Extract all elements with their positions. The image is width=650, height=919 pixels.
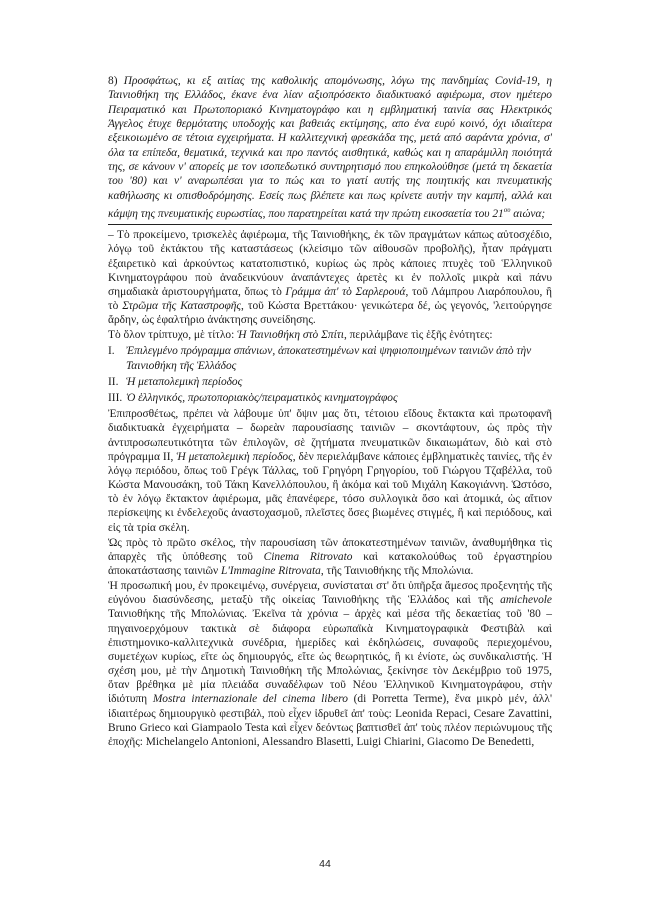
festival-name: Cinema Ritrovato	[263, 550, 353, 563]
text-run: , τῆς Ταινιοθήκης τῆς Μπολώνια.	[320, 565, 474, 578]
film-title: Στρῶμα τῆς Καταστροφῆς	[122, 300, 242, 313]
text-run: , τοῦ Λάμπρου Λιαρόπουλου, ἢ τὸ	[108, 285, 552, 313]
superscript: ου	[503, 206, 511, 215]
section-item	[108, 375, 552, 389]
answer-paragraph-4	[108, 536, 552, 578]
question-divider	[108, 224, 552, 225]
answer-paragraph-5	[108, 579, 552, 749]
section-numeral: III.	[108, 392, 123, 405]
program-title: Ἡ Ταινιοθήκη στὸ Σπίτι	[237, 329, 344, 342]
section-numeral: II.	[108, 375, 119, 388]
text-run: Ἐπιπροσθέτως, πρέπει νὰ λάβουμε ὑπ' ὄψιν μας ὅτι, τέτοιου εἴδους ἔκτακτα καὶ πρωτοφανῆ διαδικτυακὰ ἐγχειρήματα – δωρεὰν παρουσίασης ταινιῶν – σκοντάφτουν, ὡς πρὸς τὴν ἀντιπροσωπευτικότητα τῶν ἐπιλογῶν, σὲ ζητήματα πνευματικῶν δικαιωμάτων, διὸ καὶ στὸ πρόγραμμα ΙΙ,	[108, 408, 552, 463]
sections-list	[108, 344, 552, 405]
italic-term: amichevole	[500, 594, 552, 607]
answer-paragraph-2	[108, 328, 552, 342]
text-run: Ταινιοθήκης τῆς Μπολώνιας. Ἐκεῖνα τὰ χρόνια – ἀρχὲς καὶ μέσα τῆς δεκαετίας τοῦ '80 – πηγαινοερχόμουν τακτικὰ σὲ διάφορα εὐρωπαϊκὰ Κινηματογραφικὰ Φεστιβὰλ καὶ ἐπιστημονικο-καλλιτεχνικὰ συνέδρια, ἡμερίδες καὶ ἐκδηλώσεις, συναφοῦς περιεχομένου, συμετέχων κυρίως, εἴτε ὡς δημιουργός, εἴτε ὡς θεωρητικός, ἢ κι ἐνίοτε, ὡς συνδικαλιστής. Ἡ σχέση μου, μὲ τὴν Δημοτικὴ Ταινιοθήκη τῆς Μπολώνιας, ξεκίνησε τὸν Δεκέμβριο τοῦ 1975, ὅταν βρέθηκα μὲ μία πλειάδα συναδέλφων τοῦ Νέου Ἑλληνικοῦ Κινηματογράφου, στὴν ἰδιότυπη	[108, 608, 552, 706]
answer-paragraph-3	[108, 407, 552, 534]
text-run: Ὡς πρὸς τὸ πρῶτο σκέλος, τὴν παρουσίαση τῶν ἀποκατεστημένων ταινιῶν, ἀναθυμήθηκα τὶς ἀπαρχὲς τῆς ὑπόθεσης τοῦ	[108, 536, 552, 563]
text-run: (di Porretta Terme), ἕνα μικρὸ μέν, ἀλλ' ἰδιαιτέρως δημιουργικὸ φεστιβάλ, ποὺ εἶχεν ἱδρυθεῖ ἀπ' τοὺς: Leonida Repaci, Cesare Zavattini, Bruno Grieco καὶ Giampaolo Testa καὶ εἶχεν δεόντως βαπτισθεῖ ἀπ' τοὺς πλέον περιώνυμους τῆς ἐποχῆς: Michelangelo Antonioni, Alessandro Blasetti, Luigi Chiarini, Giacomo De Benedetti,	[108, 693, 552, 748]
section-item	[108, 391, 552, 405]
section-item	[108, 344, 552, 372]
interview-question	[108, 74, 552, 221]
section-numeral: I.	[108, 345, 115, 358]
text-run: Ἡ προσωπική μου, ἐν προκειμένῳ, συνέργεια, συνίσταται στ' ὅτι ὑπῆρξα ἄμεσος προξενητής τῆς εὐγόνου διασύνδεσης, μεταξὺ τῆς οἰκείας Ταινιοθήκης τῆς Ἑλλάδος καὶ τῆς	[108, 580, 552, 607]
question-text-end: αιώνα;	[510, 207, 546, 220]
text-run: Τὸ ὅλον τρίπτυχο, μὲ τίτλο:	[108, 329, 238, 342]
question-text: Προσφάτως, κι εξ αιτίας της καθολικής απομόνωσης, λόγω της πανδημίας Covid-19, η Ταινιοθήκη της Ελλάδος, έκανε ένα λίαν αξιοπρόσεκτο διαδικτυακό αφιέρωμα, στον ημέτερο Πειραματικό και Πρωτοποριακό Κινηματογράφο και η εμβληματική ταινία σας Ηλεκτρικός Άγγελος έτυχε θερμότατης υποδοχής και βαθειάς εκτίμησης, απο ένα ευρύ κοινό, όχι ιδιαίτερα εξεικοιωμένο σε τέτοια εγχειρήματα. Η καλλιτεχνική φρεσκάδα της, μετά από σαράντα χρόνια, σ' όλα τα επίπεδα, θεματικά, τεχνικά και προ παντός αισθητικά, καθώς και η απαράμιλλη ποιότητά της, σε κάνουν ν' απορείς με τον ισοπεδωτικό συντηρητισμό που επηκολούθησε (μετά τη δεκαετία του '80) και ν' αναρωπέσαι για το πώς και το γιατί αυτής της ποιητικής και πνευματικής καθήλωσης κι οπισθοδρόμησης. Εσείς πως βλέπετε και πως κρίνετε αυτήν την καμπή, αλλά και κάμψη της πνευματικής ευρωστίας, που παρατηρείται κατά την πρώτη εικοσαετία του 21	[108, 75, 553, 220]
lab-name: L'Immagine Ritrovata	[221, 565, 321, 578]
section-title: Ἡ μεταπολεμικὴ περίοδος	[126, 375, 243, 388]
film-title: Γράμμα ἀπ' τὸ Σαρλερουά	[285, 285, 406, 298]
text-run: , δὲν περιελάμβανε κάποιες ἐμβληματικὲς ταινίες, τῆς ἐν λόγῳ περιόδου, ὅπως τοῦ Γρέγκ Τάλλας, τοῦ Γρηγόρη Γρηγορίου, τοῦ Γιώργου Τζαβέλλα, τοῦ Κώστα Μανουσάκη, τοῦ Τάκη Κανελλόπουλου, ἢ ἀκόμα καὶ τοῦ Μιχάλη Κακογιάννη. Ὡστόσο, τὸ ἐν λόγῳ ἔκτακτον ἀφιέρωμα, μᾶς ἐπανέφερε, τόσο συλλογικὰ ὅσο καὶ ἀτομικά, ὡς αἴτιον περίσκεψης κι ἐνδελεχοῦς ἀναστοχασμοῦ, πλεῖστες ὅσες βιωμένες στιγμές, ἢ καὶ περιόδους, καὶ εἰς τὰ τρία σκέλη.	[108, 450, 552, 534]
text-run: , περιλάμβανε τὶς ἑξῆς ἑνότητες:	[343, 329, 493, 342]
page-number: 44	[319, 858, 331, 870]
text-run: , τοῦ Κώστα Βρεττάκου· γενικώτερα δέ, ὡς γεγονός, 'λειτούργησε ἄρδην, ὡς ἐφαλτήριο ἀνάκτησης συνείδησης.	[108, 300, 553, 327]
text-run: – Τὸ προκείμενο, τρισκελὲς ἀφιέρωμα, τῆς Ταινιοθήκης, ἐκ τῶν πραγμάτων κάπως αὐτοσχέδιο, λόγῳ τοῦ ἐκτάκτου τῆς καταστάσεως (κλείσιμο τῶν αἰθουσῶν προβολῆς), ἦταν πράγματι ἐξαιρετικὸ καὶ ἀρκούντως κατατοπιστικό, κυρίως ὡς πρὸς κάποιες πτυχὲς τοῦ Ἑλληνικοῦ Κινηματογράφου ποὺ ἀναδεικνύουν ἀναπάντεχες ἀρετὲς κι ἐν πολλοῖς μικρὰ καὶ πάνυ σημαδιακὰ ἀριστουργήματα, ὅπως τὸ	[108, 229, 552, 298]
festival-name: Mostra internazionale del cinema libero	[152, 693, 348, 706]
text-run: καὶ κατακολούθως τοῦ ἐργαστηρίου ἀποκατάστασης ταινιῶν	[108, 550, 552, 578]
document-page	[108, 74, 552, 749]
section-title: Ὁ ἑλληνικός, πρωτοποριακὸς/πειραματικὸς κινηματογράφος	[126, 392, 398, 405]
answer-paragraph-1	[108, 228, 552, 327]
program-title: Ἡ μεταπολεμικὴ περίοδος	[176, 450, 293, 463]
section-title: Ἐπιλεγμένο πρόγραμμα σπάνιων, ἀποκατεστημένων καὶ ψηφιοποιημένων ταινιῶν ἀπὸ τὴν Ταινιοθήκη τῆς Ἑλλάδος	[126, 345, 532, 372]
question-number: 8)	[108, 75, 124, 87]
